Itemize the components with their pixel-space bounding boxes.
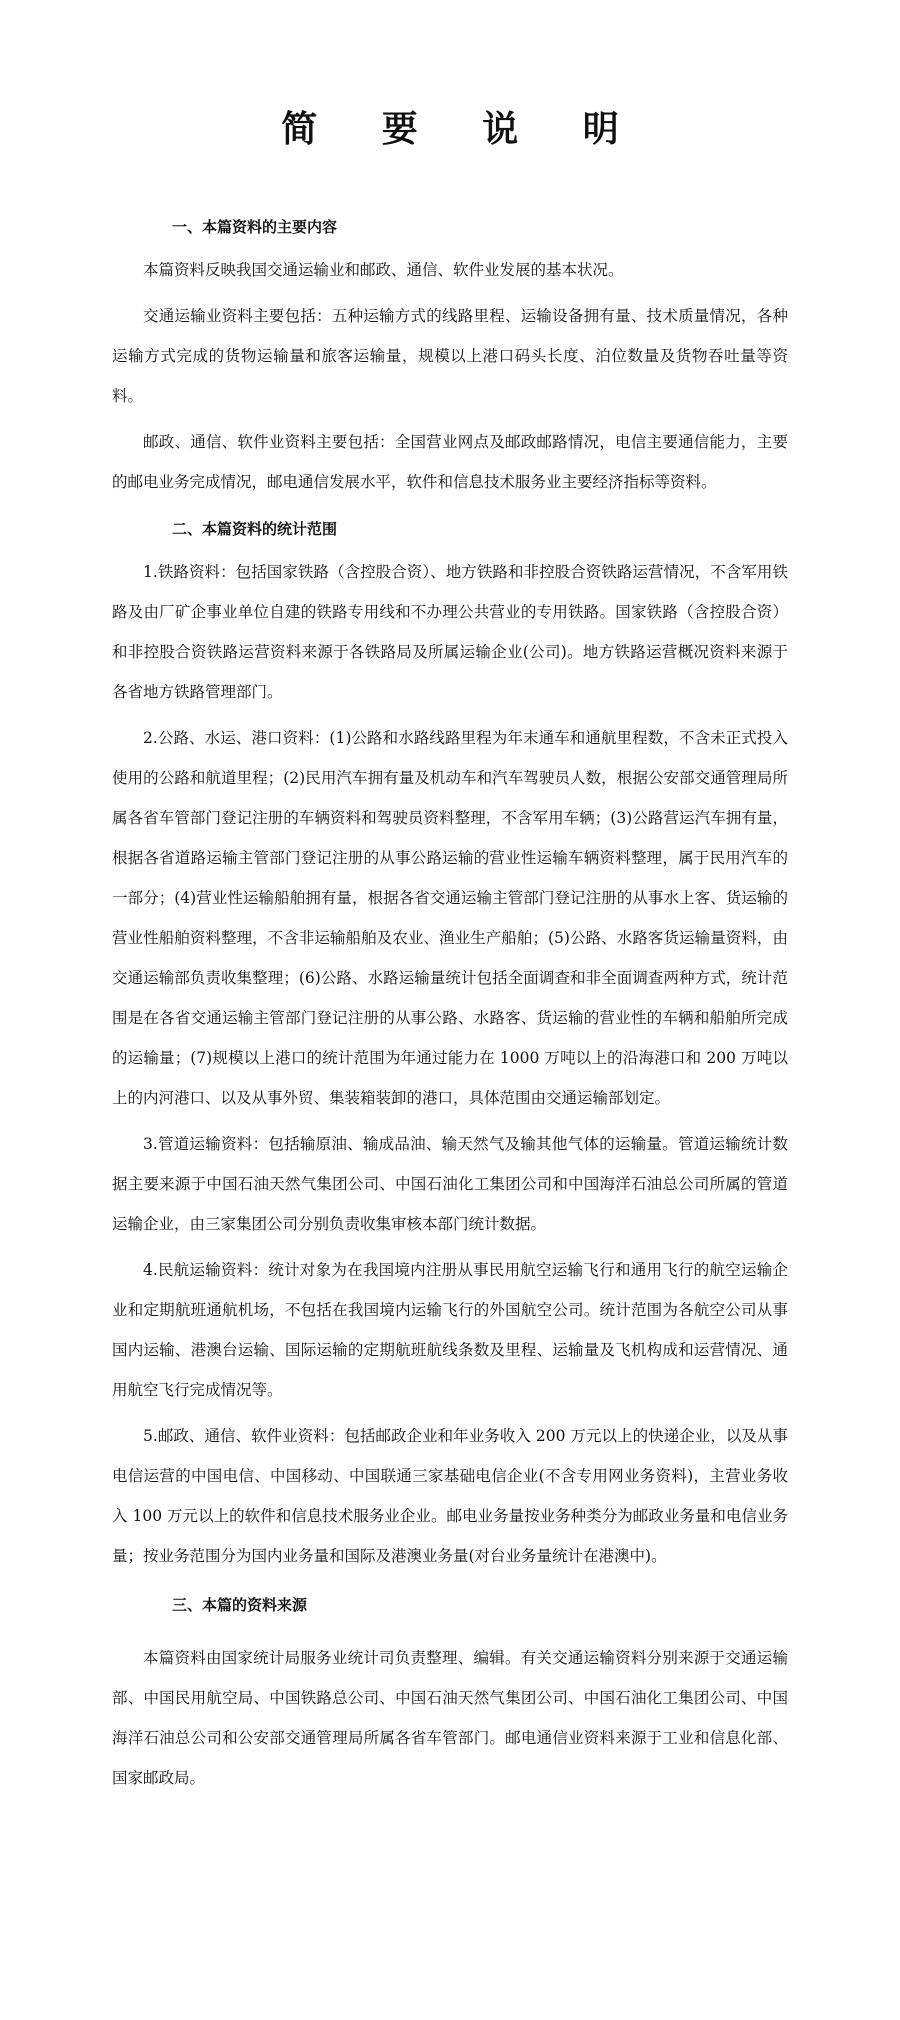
section-heading: 一、本篇资料的主要内容 xyxy=(172,218,338,236)
section-statistical-scope xyxy=(112,512,788,1576)
paragraph: 4.民航运输资料：统计对象为在我国境内注册从事民用航空运输飞行和通用飞行的航空运输企业和定期航班通航机场，不包括在我国境内运输飞行的外国航空公司。统计范围为各航空公司从事国内运输、港澳台运输、国际运输的定期航班航线条数及里程、运输量及飞机构成和运营情况、通用航空飞行完成情况等。 xyxy=(112,1261,788,1399)
section-data-sources xyxy=(112,1588,788,1798)
paragraph: 2.公路、水运、港口资料：(1)公路和水路线路里程为年末通车和通航里程数，不含未正式投入使用的公路和航道里程；(2)民用汽车拥有量及机动车和汽车驾驶员人数，根据公安部交通管理局所属各省车管部门登记注册的车辆资料和驾驶员资料整理，不含军用车辆；(3)公路营运汽车拥有量，根据各省道路运输主管部门登记注册的从事公路运输的营业性运输车辆资料整理，属于民用汽车的一部分；(4)营业性运输船舶拥有量，根据各省交通运输主管部门登记注册的从事水上客、货运输的营业性船舶资料整理，不含非运输船舶及农业、渔业生产船舶；(5)公路、水路客货运输量资料，由交通运输部负责收集整理；(6)公路、水路运输量统计包括全面调查和非全面调查两种方式，统计范围是在各省交通运输主管部门登记注册的从事公路、水路客、货运输的营业性的车辆和船舶所完成的运输量；(7)规模以上港口的统计范围为年通过能力在 1000 万吨以上的沿海港口和 200 万吨以上的内河港口、以及从事外贸、集装箱装卸的港口，具体范围由交通运输部划定。 xyxy=(112,729,788,1107)
section-main-content xyxy=(112,210,788,502)
section-heading: 二、本篇资料的统计范围 xyxy=(172,520,338,538)
paragraph: 交通运输业资料主要包括：五种运输方式的线路里程、运输设备拥有量、技术质量情况，各种运输方式完成的货物运输量和旅客运输量，规模以上港口码头长度、泊位数量及货物吞吐量等资料。 xyxy=(112,307,788,405)
paragraph: 邮政、通信、软件业资料主要包括：全国营业网点及邮政邮路情况，电信主要通信能力，主要的邮电业务完成情况，邮电通信发展水平，软件和信息技术服务业主要经济指标等资料。 xyxy=(112,433,788,491)
paragraph: 5.邮政、通信、软件业资料：包括邮政企业和年业务收入 200 万元以上的快递企业，以及从事电信运营的中国电信、中国移动、中国联通三家基础电信企业(不含专用网业务资料)，主营业务收入 100 万元以上的软件和信息技术服务业企业。邮电业务量按业务种类分为邮政业务量和电信业务量；按业务范围分为国内业务量和国际及港澳业务量(对台业务量统计在港澳中)。 xyxy=(112,1427,788,1565)
section-heading: 三、本篇的资料来源 xyxy=(172,1596,308,1614)
paragraph: 3.管道运输资料：包括输原油、输成品油、输天然气及输其他气体的运输量。管道运输统计数据主要来源于中国石油天然气集团公司、中国石油化工集团公司和中国海洋石油总公司所属的管道运输企业，由三家集团公司分别负责收集审核本部门统计数据。 xyxy=(112,1135,788,1233)
paragraph: 本篇资料由国家统计局服务业统计司负责整理、编辑。有关交通运输资料分别来源于交通运输部、中国民用航空局、中国铁路总公司、中国石油天然气集团公司、中国石油化工集团公司、中国海洋石油总公司和公安部交通管理局所属各省车管部门。邮电通信业资料来源于工业和信息化部、国家邮政局。 xyxy=(112,1649,788,1787)
paragraph: 1.铁路资料：包括国家铁路（含控股合资）、地方铁路和非控股合资铁路运营情况，不含军用铁路及由厂矿企事业单位自建的铁路专用线和不办理公共营业的专用铁路。国家铁路（含控股合资）和非控股合资铁路运营资料来源于各铁路局及所属运输企业(公司)。地方铁路运营概况资料来源于各省地方铁路管理部门。 xyxy=(112,563,788,701)
document-title: 简 要 说 明 xyxy=(281,109,645,150)
paragraph: 本篇资料反映我国交通运输业和邮政、通信、软件业发展的基本状况。 xyxy=(143,261,624,279)
